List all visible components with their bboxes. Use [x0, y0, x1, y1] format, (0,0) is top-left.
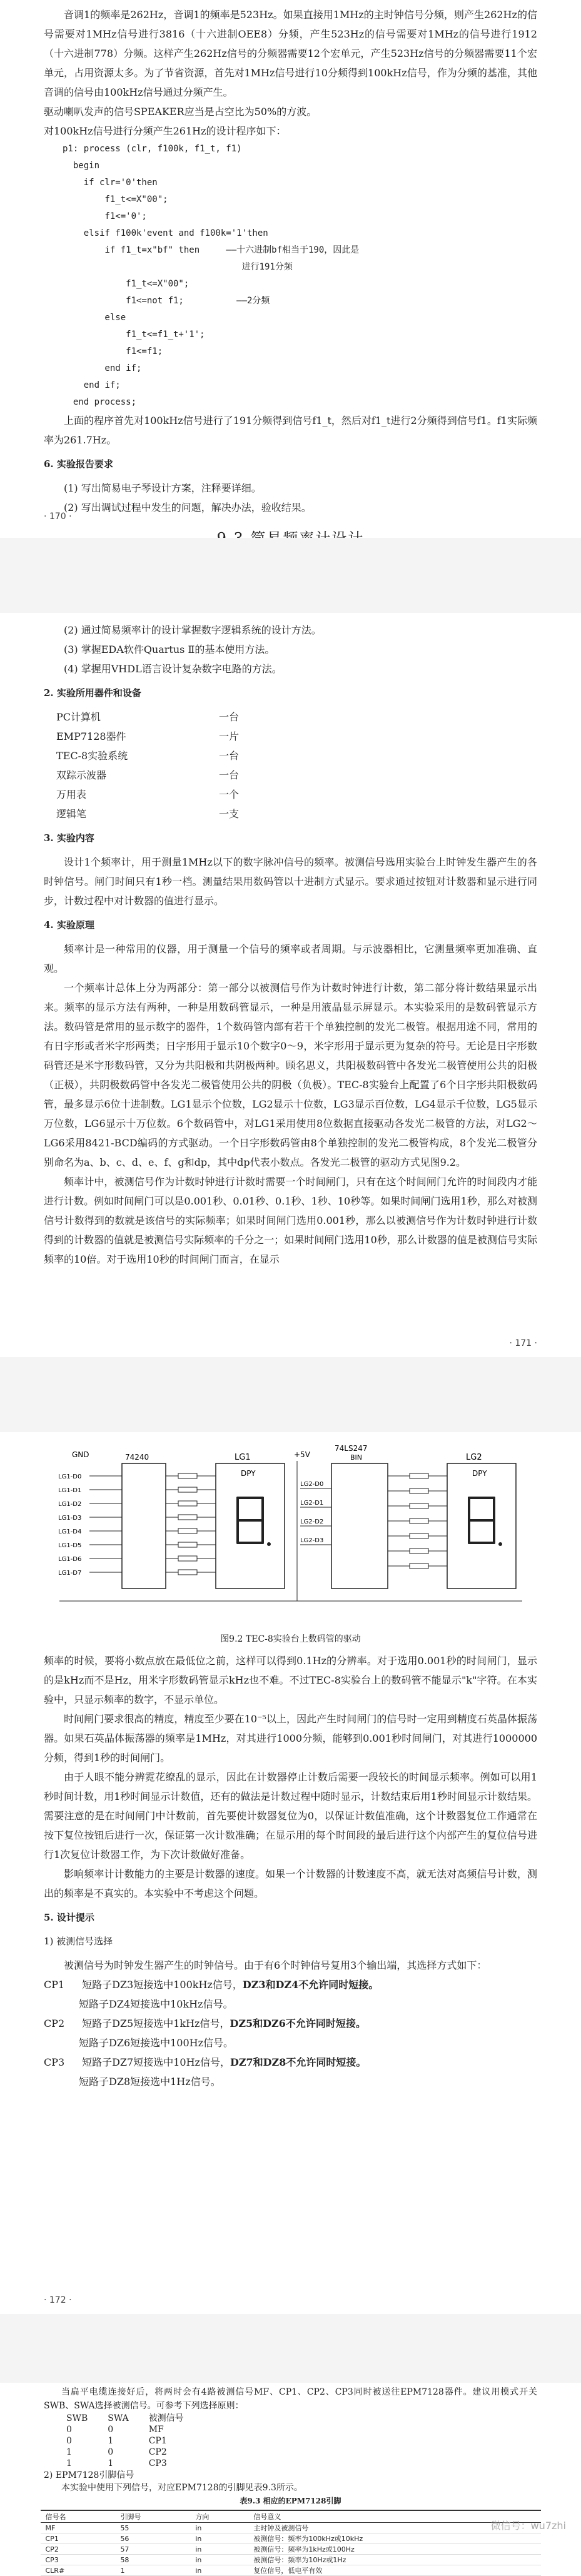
input-label: LG1-D6: [58, 1556, 81, 1563]
input-label: LG2-D3: [300, 1537, 323, 1544]
chip-bin-label: BIN: [350, 1453, 362, 1462]
pin-table-header: 信号名: [41, 2510, 116, 2523]
paragraph: 时间闸门要求很高的精度，精度至少要在10⁻⁵以上，因此产生时间闸门的信号时一定用到精度石英晶体振荡器。如果石英晶体振荡器的频率是1MHz，对其进行1000分频，能够到0.001秒时间闸门，对其进行1000000分频，得到1秒的时间闸门。: [44, 1713, 537, 1764]
resistor: [178, 1487, 197, 1492]
page-number: · 172 ·: [44, 2295, 72, 2305]
clock-name: CP3: [44, 2056, 65, 2068]
code-line: end if;: [63, 380, 121, 390]
table-cell: CP1: [41, 2533, 116, 2544]
display-lg2: [447, 1463, 516, 1589]
table-cell: in: [190, 2533, 248, 2544]
equipment-name: PC计算机: [56, 711, 101, 723]
paragraph: 本实验中使用下列信号，对应EPM7128的引脚见表9.3所示。: [61, 2483, 303, 2493]
equipment-qty: 一个: [219, 789, 240, 801]
page-number: · 171 ·: [509, 1338, 537, 1348]
seven-segment-digit: [469, 1498, 502, 1546]
mode-cell: 0: [108, 2425, 114, 2435]
equipment-qty: 一台: [219, 711, 240, 723]
list-item: (2) 通过简易频率计的设计掌握数字逻辑系统的设计方法。: [64, 624, 321, 636]
table-cell: 被测信号：频率为100kHz或10kHz: [248, 2533, 540, 2544]
resistor: [178, 1528, 197, 1533]
resistor: [178, 1556, 197, 1561]
table-cell: 56: [115, 2533, 190, 2544]
mode-header: SWB: [66, 2413, 88, 2423]
paragraph: 一个频率计总体上分为两部分：第一部分以被测信号作为计数时钟进行计数，第二部分将计数结果显示出来。频率的显示方法有两种，一种是用数码管显示，一种是用液晶显示屏显示。本实验采用的是数码管显示方法。数码管是常用的显示数字的器件，1个数码管内部有若干个单独控制的发光二极管。根据用途不同，常用的有日字形或者米字形两类；日字形用于显示10个数字0～9，米字形用于显示更为复杂的符号。无论是日字形数码管还是米字形数码管，又分为共阳极和共阴极两种。顾名思义，共阳极数码管中各发光二极管使用公共的阳极（正极），共阴极数码管中各发光二极管使用公共的阴极（负极）。TEC-8实验台上配置了6个日字形共阳极数码管，最多显示6位十进制数。LG1显示个位数，LG2显示十位数，LG3显示百位数，LG4显示千位数，LG5显示万位数，LG6显示十万位数。6个数码管中，对LG1采用使用8位数据直接驱动各发光二极管的方法，对LG2～LG6采用8421-BCD编码的方式驱动。一个日字形数码管由8个单独控制的发光二极管构成，8个发光二极管分别命名为a、b、c、d、e、f、g和dp，其中dp代表小数点。各发光二极管的驱动方式见图9.2。: [44, 982, 537, 1168]
resistor: [178, 1515, 197, 1520]
resistor: [178, 1501, 197, 1506]
paragraph: 频率计中，被测信号作为计数时钟进行计数时需要一个时间闸门，只有在这个时间闸门允许的时间段内才能进行计数。例如时间闸门可以是0.001秒、0.01秒、0.1秒、1秒、10秒等。如果时间闸门选用1秒，那么对被测信号计数得到的数就是该信号的实际频率；如果时间闸门选用0.001秒，那么以被测信号作为计数时钟进行计数得到的计数器的值就是被测信号实际频率的千分之一；如果时间闸门选用10秒，那么计数器的值是被测信号实际频率的10倍。对于选用10秒的时间闸门而言，在显示: [44, 1176, 537, 1265]
table-cell: 被测信号：频率为1kHz或100Hz: [248, 2544, 540, 2555]
input-label: LG2-D0: [300, 1481, 323, 1488]
paragraph: 影响频率计计数能力的主要是计数器的速度。如果一个计数器的计数速度不高，就无法对高频信号计数，测出的频率是不真实的。本实验中不考虑这个问题。: [44, 1868, 537, 1899]
table-cell: 1: [115, 2565, 190, 2576]
code-line: end if;: [63, 363, 142, 373]
pin-table-header: 方向: [190, 2510, 248, 2523]
table-cell: in: [190, 2565, 248, 2576]
resistor-array: [388, 1473, 447, 1568]
page-gap: [0, 538, 581, 613]
subsection-title: 2) EPM7128引脚信号: [44, 2470, 134, 2480]
mode-cell: 0: [66, 2425, 72, 2435]
resistor: [410, 1473, 428, 1478]
code-line: if clr='0'then: [63, 178, 158, 188]
chip-74240: [122, 1463, 166, 1589]
mode-cell: 0: [108, 2447, 114, 2457]
clock-desc: 短路子DZ5短接选中1kHz信号，: [82, 2018, 230, 2029]
figure-seven-segment-drive: [47, 1438, 535, 1626]
equipment-name: TEC-8实验系统: [56, 750, 128, 762]
table-cell: CP2: [41, 2544, 116, 2555]
input-label: LG2-D1: [300, 1500, 323, 1507]
clock-desc: 短路子DZ7短接选中10Hz信号，: [82, 2056, 230, 2068]
table-row: [41, 2565, 541, 2576]
code-line: f1_t<=X"00";: [63, 279, 189, 289]
input-label: LG2-D2: [300, 1518, 323, 1525]
list-item: (4) 掌握用VHDL语言设计复杂数字电路的方法。: [64, 663, 282, 675]
page-3: [0, 1432, 581, 2314]
resistor: [178, 1542, 197, 1547]
table-row: [41, 2544, 541, 2555]
paragraph: 音调1的频率是262Hz，音调1的频率是523Hz。如果直接用1MHz的主时钟信号分频，则产生262Hz的信号需要对1MHz信号进行3816（十六进制OEE8）分频，产生523Hz的信号需要对1MHz的信号进行1912（十六进制778）分频。这样产生262Hz信号的分频器需要12个宏单元，产生523Hz信号的分频器需要11个宏单元，占用资源太多。为了节省资源，首先对1MHz信号进行10分频得到100kHz信号，作为分频的基准，其他音调的信号由100kHz信号通过分频产生。: [44, 9, 537, 98]
table-cell: 55: [115, 2523, 190, 2533]
page-1: [0, 0, 581, 538]
paragraph: 设计1个频率计，用于测量1MHz以下的数字脉冲信号的频率。被测信号选用实验台上时钟发生器产生的各时钟信号。闸门时间只有1秒一档。测量结果用数码管以十进制方式显示。要求通过按钮对计数器和显示进行同步，计数过程中对计数器的值进行显示。: [44, 856, 537, 907]
table-cell: 57: [115, 2544, 190, 2555]
segment-dp: [498, 1542, 502, 1546]
clock-name: CP1: [44, 1979, 65, 1991]
table-cell: 复位信号，低电平有效: [248, 2565, 540, 2576]
table-caption: 表9.3 相应的EPM7128引脚: [240, 2497, 341, 2505]
input-label: LG1-D4: [58, 1528, 81, 1535]
mode-table: [56, 2413, 194, 2469]
mode-cell: 0: [66, 2436, 72, 2446]
pin-table: [41, 2510, 541, 2576]
equipment-qty: 一片: [219, 730, 240, 742]
pin-table-header: 信号意义: [248, 2510, 540, 2523]
code-block: [63, 141, 537, 411]
section-title: 6. 实验报告要求: [44, 458, 113, 470]
paragraph: 驱动喇叭发声的信号SPEAKER应当是占空比为50%的方波。: [44, 106, 317, 118]
table-cell: in: [190, 2544, 248, 2555]
display-type-label: DPY: [472, 1469, 487, 1478]
segment-dp: [267, 1542, 271, 1546]
section-title: 4. 实验原理: [44, 919, 94, 931]
subsection-title: 1) 被测信号选择: [44, 1936, 113, 1947]
input-label: LG1-D1: [58, 1487, 81, 1494]
code-line: f1_t<=f1_t+'1';: [63, 330, 205, 340]
equipment-name: 双踪示波器: [56, 769, 107, 781]
clock-option-cp3: [44, 2053, 537, 2091]
table-cell: MF: [41, 2523, 116, 2533]
clock-desc2: 短路子DZ6短接选中100Hz信号。: [79, 2037, 234, 2049]
table-cell: 58: [115, 2555, 190, 2565]
gnd-label: GND: [71, 1450, 89, 1459]
resistor: [410, 1563, 428, 1568]
figure-caption: 图9.2 TEC-8实验台上数码管的驱动: [220, 1634, 361, 1644]
display-lg1: [216, 1463, 285, 1589]
resistor: [410, 1533, 428, 1538]
input-label: LG1-D0: [58, 1473, 81, 1480]
table-cell: 主时钟及被测信号: [248, 2523, 540, 2533]
mode-cell: 1: [108, 2436, 114, 2446]
table-cell: CLR#: [41, 2565, 116, 2576]
code-line: begin: [63, 161, 100, 171]
resistor: [410, 1503, 428, 1508]
mode-cell: MF: [148, 2425, 164, 2435]
clock-option-cp2: [44, 2014, 537, 2053]
code-line: else: [63, 313, 126, 323]
paragraph: 由于人眼不能分辨霓花缭乱的显示，因此在计数器停止计数后需要一段较长的时间显示频率。例如可以用1秒时间计数，用1秒时间显示计数值，还有的做法是计数过程中随时显示，计数结束后用1秒时间显示计数结果。需要注意的是在时间闸门中计数前，首先要使计数器复位为0，以保证计数值准确，这个计数器复位工作通常在按下复位按钮后进行一次，保证第一次计数准确；在显示用的每个时间段的最后进行这个内部产生的复位信号进行1次复位计数器工作，为下次计数做好准备。: [44, 1771, 537, 1861]
page-4: [0, 2383, 581, 2575]
chip-74ls247: [331, 1463, 388, 1589]
equipment-qty: 一台: [219, 750, 240, 762]
display-lg1-label: LG1: [234, 1453, 251, 1462]
clock-desc: 短路子DZ3短接选中100kHz信号，: [82, 1979, 243, 1991]
equipment-qty: 一台: [219, 769, 240, 781]
table-row: [41, 2533, 541, 2544]
clock-warning: DZ3和DZ4不允许同时短接。: [242, 1979, 379, 1991]
clock-warning: DZ7和DZ8不允许同时短接。: [230, 2056, 366, 2068]
resistor: [178, 1570, 197, 1575]
seven-segment-digit: [238, 1498, 271, 1546]
code-line: p1: process (clr, f100k, f1_t, f1): [63, 144, 242, 154]
table-row: [41, 2523, 541, 2533]
code-line: f1_t<=X"00";: [63, 194, 168, 205]
mode-header: SWA: [108, 2413, 129, 2423]
resistor: [178, 1473, 197, 1478]
mode-cell: CP3: [148, 2458, 167, 2468]
section-title: 5. 设计提示: [44, 1912, 94, 1923]
section-title: 3. 实验内容: [44, 832, 94, 844]
circuit-diagram: [47, 1438, 535, 1626]
input-label: LG1-D3: [58, 1515, 81, 1522]
paragraph: 被测信号为时钟发生器产生的时钟信号。由于有6个时钟信号复用3个输出端，其选择方式如下：: [64, 1959, 487, 1971]
page-gap: [0, 1357, 581, 1432]
paragraph: 频率计是一种常用的仪器，用于测量一个信号的频率或者周期。与示波器相比，它测量频率更加准确、直观。: [44, 943, 537, 974]
clock-name: CP2: [44, 2018, 65, 2029]
table-row: [41, 2555, 541, 2565]
clock-desc2: 短路子DZ8短接选中1Hz信号。: [79, 2076, 221, 2088]
chip-74ls247-label: 74LS247: [334, 1444, 367, 1453]
watermark: 微信号：wu7zhi: [490, 2520, 566, 2532]
equipment-name: 万用表: [56, 789, 87, 801]
page-2: [0, 613, 581, 1357]
code-line: elsif f100k'event and f100k='1'then: [63, 228, 268, 238]
code-line: if f1_t=x"bf" then ——十六进制bf相当于190，因此是: [63, 245, 360, 255]
input-label: LG1-D5: [58, 1542, 81, 1549]
input-label: LG1-D7: [58, 1570, 81, 1577]
clock-option-cp1: [44, 1975, 537, 2014]
resistor: [410, 1548, 428, 1553]
paragraph: 频率的时候，要将小数点放在最低位之前，这样可以得到0.1Hz的分辨率。对于选用0.001秒的时间闸门，显示的是kHz而不是Hz，用米字形数码管显示kHz也不难。不过TEC-8实验台上的数码管不能显示"k"字符。在本实验中，只显示频率的数字，不显示单位。: [44, 1655, 537, 1705]
equipment-name: 逻辑笔: [56, 808, 87, 820]
display-type-label: DPY: [240, 1469, 256, 1478]
list-item: (2) 写出调试过程中发生的问题，解决办法，验收结果。: [64, 502, 311, 513]
code-line: 进行191分频: [63, 262, 293, 272]
section-title: 2. 实验所用器件和设备: [44, 687, 141, 699]
paragraph: 上面的程序首先对100kHz信号进行了191分频得到信号f1_t，然后对f1_t进行2分频得到信号f1。f1实际频率为261.7Hz。: [44, 415, 537, 446]
table-cell: in: [190, 2555, 248, 2565]
page-number: · 170 ·: [44, 512, 72, 522]
resistor-array: [178, 1473, 197, 1575]
equipment-qty: 一支: [219, 808, 240, 820]
paragraph: 当扁平电缆连接好后，将两时会有4路被测信号MF、CP1、CP2、CP3同时被送往EPM7128器件。建议用模式开关SWB、SWA选择被测信号。可参考下列选择原则：: [44, 2387, 537, 2411]
table-cell: in: [190, 2523, 248, 2533]
mode-cell: CP1: [148, 2436, 167, 2446]
clock-desc2: 短路子DZ4短接选中10kHz信号。: [79, 1998, 233, 2010]
right-inputs: [300, 1481, 331, 1545]
page-gap: [0, 2314, 581, 2383]
chip-74240-label: 74240: [124, 1453, 149, 1462]
table-cell: 被测信号：频率为10Hz或1Hz: [248, 2555, 540, 2565]
code-line: f1<='0';: [63, 211, 147, 221]
code-line: f1<=f1;: [63, 346, 163, 356]
table-cell: CP3: [41, 2555, 116, 2565]
code-line: f1<=not f1; ——2分频: [63, 296, 270, 306]
resistor: [410, 1488, 428, 1493]
pin-table-header: 引脚号: [115, 2510, 190, 2523]
input-label: LG1-D2: [58, 1501, 81, 1508]
equipment-list: [56, 707, 581, 824]
resistor: [410, 1518, 428, 1523]
mode-cell: CP2: [148, 2447, 167, 2457]
code-line: end process;: [63, 397, 137, 407]
paragraph: 对100kHz信号进行分频产生261Hz的设计程序如下：: [44, 125, 286, 137]
vcc-label: +5V: [293, 1450, 310, 1459]
mode-cell: 1: [66, 2458, 72, 2468]
mode-cell: 1: [108, 2458, 114, 2468]
display-lg2-label: LG2: [465, 1453, 482, 1462]
equipment-name: EMP7128器件: [56, 730, 126, 742]
clock-warning: DZ5和DZ6不允许同时短接。: [230, 2018, 366, 2029]
mode-header: 被测信号: [148, 2413, 184, 2423]
list-item: (1) 写出简易电子琴设计方案，注释要详细。: [64, 482, 261, 494]
mode-cell: 1: [66, 2447, 72, 2457]
list-item: (3) 掌握EDA软件Quartus Ⅱ的基本使用方法。: [64, 644, 275, 655]
